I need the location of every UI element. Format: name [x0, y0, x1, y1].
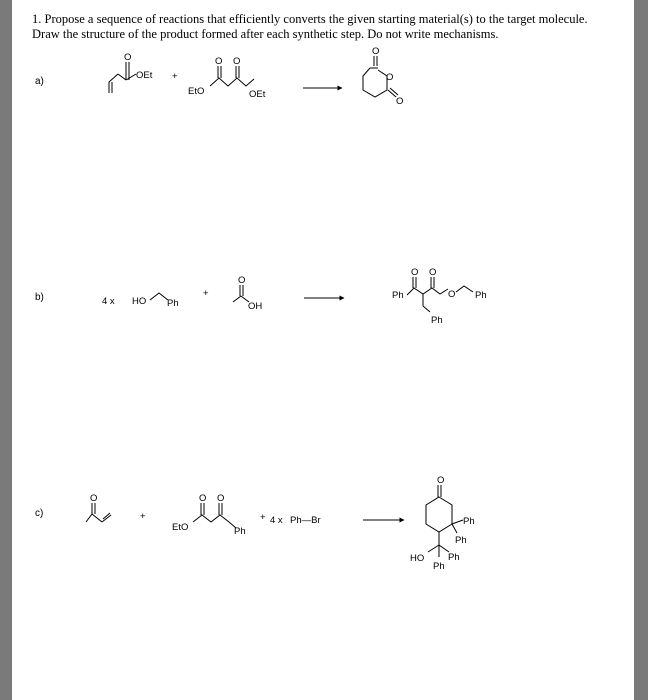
- ketone-o-label: O: [411, 267, 419, 278]
- diethyl-malonate-structure: [188, 56, 266, 100]
- ketone-o-label: O: [372, 46, 380, 57]
- ester-carbonyl-o-label: O: [429, 267, 437, 278]
- eto-label: EtO: [188, 86, 205, 97]
- problem-c-label: c): [35, 508, 44, 519]
- eto-label: EtO: [172, 522, 189, 533]
- carbonyl-o-label: O: [233, 56, 241, 67]
- ester-carbonyl-o-label: O: [199, 493, 207, 504]
- ph-label: Ph: [433, 561, 445, 572]
- problem-b-label: b): [35, 292, 44, 303]
- lactone-carbonyl-o-label: O: [396, 96, 404, 107]
- plus-sign: +: [140, 511, 146, 522]
- benzyl-alcohol-structure: [132, 293, 179, 309]
- ph-label: Ph: [234, 526, 246, 537]
- ho-label: HO: [132, 296, 147, 307]
- problem-a: [35, 46, 403, 107]
- carbonyl-o-label: O: [238, 275, 246, 286]
- ph-label: Ph: [167, 298, 179, 309]
- problem-c: [35, 475, 475, 572]
- ph-label: Ph: [475, 290, 487, 301]
- worksheet-page: [12, 0, 634, 700]
- cyclohexanone-product-structure: [410, 475, 475, 572]
- ethyl-benzoylacetate-structure: [172, 493, 246, 537]
- ph-label: Ph: [463, 516, 475, 527]
- multiplier-label: 4 x: [270, 515, 283, 526]
- carbonyl-o-label: O: [215, 56, 223, 67]
- multiplier-label: 4 x: [102, 296, 115, 307]
- ketone-o-label: O: [437, 475, 445, 486]
- plus-sign: +: [172, 71, 178, 82]
- oet-label: OEt: [249, 89, 266, 100]
- phenyl-bromide-label: Ph—Br: [290, 515, 321, 526]
- reaction-schemes: [12, 0, 634, 700]
- ester-o-label: O: [448, 289, 456, 300]
- carbonyl-o-label: O: [124, 52, 132, 63]
- problem-b: [35, 267, 487, 326]
- carbonyl-o-label: O: [90, 493, 98, 504]
- ketone-o-label: O: [217, 493, 225, 504]
- oh-label: OH: [248, 301, 263, 312]
- oet-label: OEt: [136, 70, 153, 81]
- benzyl-ester-product-structure: [392, 267, 487, 326]
- problem-a-label: a): [35, 76, 44, 87]
- lactone-product-structure: [363, 46, 403, 107]
- acetic-acid-structure: [233, 275, 262, 312]
- plus-sign: +: [260, 512, 266, 523]
- ring-o-label: O: [386, 72, 394, 83]
- ph-label: Ph: [392, 290, 404, 301]
- ethyl-acrylate-structure: [109, 52, 153, 93]
- ho-label: HO: [410, 553, 425, 564]
- ph-label: Ph: [431, 315, 443, 326]
- instruction-line-1: 1. Propose a sequence of reactions that efficiently converts the given starting material(s) to the target molecule.: [32, 12, 588, 26]
- plus-sign: +: [203, 288, 209, 299]
- ph-label: Ph: [455, 535, 467, 546]
- methyl-vinyl-ketone-structure: [86, 493, 111, 522]
- instruction-line-2: Draw the structure of the product formed after each synthetic step. Do not write mechanisms.: [32, 27, 499, 41]
- ph-label: Ph: [448, 552, 460, 563]
